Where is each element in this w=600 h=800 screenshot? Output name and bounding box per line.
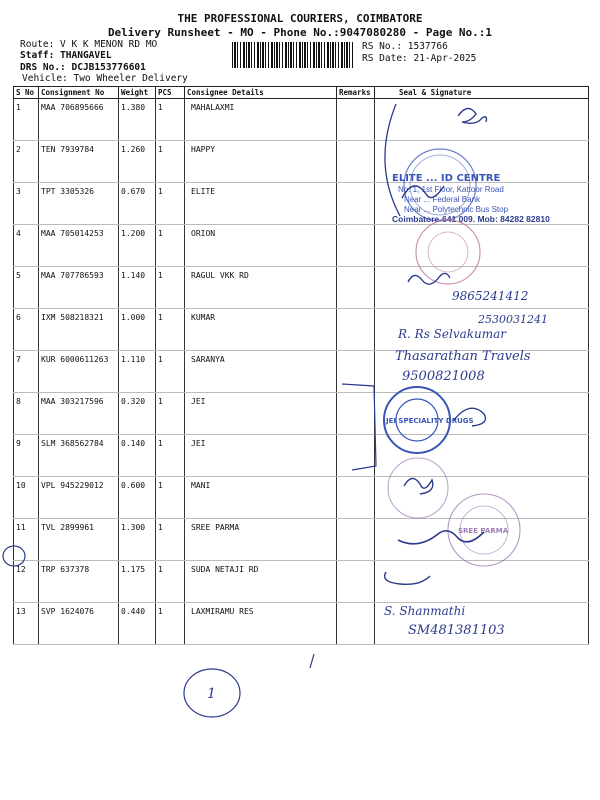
row13-code: SM481381103 bbox=[408, 623, 505, 638]
row-consignment-no: TEN 7939784 bbox=[39, 141, 119, 183]
footer-circle-mark bbox=[184, 669, 240, 717]
table-row bbox=[14, 267, 589, 309]
row-seal-signature bbox=[375, 141, 589, 183]
table-row bbox=[14, 351, 589, 393]
row-pcs: 1 bbox=[156, 477, 185, 519]
route-line: Route: V K K MENON RD MO bbox=[20, 39, 158, 50]
row-weight: 0.440 bbox=[119, 603, 156, 645]
row-pcs: 1 bbox=[156, 435, 185, 477]
company-title: THE PROFESSIONAL COURIERS, COIMBATORE bbox=[177, 12, 423, 25]
row6-phone: 9865241412 bbox=[452, 289, 529, 303]
staff-line bbox=[20, 50, 112, 62]
row-seal-signature bbox=[375, 393, 589, 435]
col-pcs: PCS bbox=[156, 87, 185, 99]
jei-stamp-text: JEI SPECIALITY DRUGS bbox=[386, 417, 474, 425]
row6-number: 2530031241 bbox=[478, 313, 548, 326]
row-pcs: 1 bbox=[156, 351, 185, 393]
row-remarks bbox=[337, 561, 375, 603]
row-remarks bbox=[337, 183, 375, 225]
row7-name: R. Rs Selvakumar bbox=[398, 327, 507, 341]
row-weight: 1.000 bbox=[119, 309, 156, 351]
col-weight: Weight bbox=[119, 87, 156, 99]
elite-stamp-line1: No. 1, 1st Floor, Kattoor Road bbox=[398, 185, 504, 194]
row-remarks bbox=[337, 435, 375, 477]
col-sno: S No bbox=[14, 87, 39, 99]
sree-parma-stamp-text: SREE PARMA bbox=[458, 527, 509, 535]
row-consignee: LAXMIRAMU RES bbox=[185, 603, 337, 645]
row-weight: 0.600 bbox=[119, 477, 156, 519]
barcode bbox=[232, 42, 354, 68]
table-row bbox=[14, 435, 589, 477]
row-weight: 0.320 bbox=[119, 393, 156, 435]
table-row bbox=[14, 225, 589, 267]
rs-date: RS Date: 21-Apr-2025 bbox=[362, 53, 477, 64]
row-remarks bbox=[337, 267, 375, 309]
drs-number: DCJB153776601 bbox=[71, 62, 146, 73]
table-header-row bbox=[14, 87, 589, 99]
row-consignee: SREE PARMA bbox=[185, 519, 337, 561]
table-row bbox=[14, 183, 589, 225]
table-row bbox=[14, 477, 589, 519]
row-remarks bbox=[337, 519, 375, 561]
row-consignment-no: MAA 303217596 bbox=[39, 393, 119, 435]
row-consignment-no: IXM 508218321 bbox=[39, 309, 119, 351]
row-sno: 6 bbox=[14, 309, 39, 351]
row-weight: 1.300 bbox=[119, 519, 156, 561]
footer-mark-number: 1 bbox=[207, 686, 216, 702]
runsheet-table bbox=[13, 86, 589, 645]
row-seal-signature bbox=[375, 561, 589, 603]
row-sno: 5 bbox=[14, 267, 39, 309]
row-sno: 11 bbox=[14, 519, 39, 561]
elite-stamp-line3: Near ... Polytechnic Bus Stop bbox=[404, 205, 509, 214]
col-remarks: Remarks bbox=[337, 87, 375, 99]
row-consignment-no: KUR 6000611263 bbox=[39, 351, 119, 393]
runsheet-subtitle: Delivery Runsheet - MO - Phone No.:9047080280 - Page No.:1 bbox=[107, 26, 493, 39]
table-body bbox=[14, 99, 589, 645]
row-weight: 1.110 bbox=[119, 351, 156, 393]
row13-name: S. Shanmathi bbox=[384, 604, 466, 618]
vehicle-line: Vehicle: Two Wheeler Delivery bbox=[22, 73, 188, 84]
drs-label: DRS No.: bbox=[20, 62, 66, 73]
row-pcs: 1 bbox=[156, 99, 185, 141]
table-row bbox=[14, 99, 589, 141]
row-sno: 4 bbox=[14, 225, 39, 267]
row-seal-signature bbox=[375, 225, 589, 267]
row-consignment-no: TRP 637378 bbox=[39, 561, 119, 603]
row-sno: 7 bbox=[14, 351, 39, 393]
row-consignee: RAGUL VKK RD bbox=[185, 267, 337, 309]
row-pcs: 1 bbox=[156, 183, 185, 225]
row-sno: 13 bbox=[14, 603, 39, 645]
row-consignment-no: TVL 2899961 bbox=[39, 519, 119, 561]
row-remarks bbox=[337, 351, 375, 393]
row-pcs: 1 bbox=[156, 603, 185, 645]
row7-company: Thasarathan Travels bbox=[395, 349, 531, 364]
row-consignment-no: MAA 706895666 bbox=[39, 99, 119, 141]
row-seal-signature bbox=[375, 99, 589, 141]
rs-number: RS No.: 1537766 bbox=[362, 41, 448, 52]
row-sno: 12 bbox=[14, 561, 39, 603]
row-seal-signature bbox=[375, 603, 589, 645]
row-weight: 1.175 bbox=[119, 561, 156, 603]
row-consignment-no: VPL 945229012 bbox=[39, 477, 119, 519]
row-remarks bbox=[337, 603, 375, 645]
row-sno: 2 bbox=[14, 141, 39, 183]
table-row bbox=[14, 309, 589, 351]
row-consignment-no: MAA 707786593 bbox=[39, 267, 119, 309]
row-pcs: 1 bbox=[156, 267, 185, 309]
elite-stamp-title: ELITE ... ID CENTRE bbox=[392, 173, 501, 184]
row-consignee: KUMAR bbox=[185, 309, 337, 351]
row-consignment-no: MAA 705014253 bbox=[39, 225, 119, 267]
row-remarks bbox=[337, 393, 375, 435]
col-consignee: Consignee Details bbox=[185, 87, 337, 99]
row-pcs: 1 bbox=[156, 309, 185, 351]
row-weight: 1.200 bbox=[119, 225, 156, 267]
row-sno: 9 bbox=[14, 435, 39, 477]
row-remarks bbox=[337, 309, 375, 351]
row-consignee: JEI bbox=[185, 393, 337, 435]
row-remarks bbox=[337, 141, 375, 183]
row-weight: 1.380 bbox=[119, 99, 156, 141]
row-pcs: 1 bbox=[156, 519, 185, 561]
row-seal-signature bbox=[375, 351, 589, 393]
row-consignee: MANI bbox=[185, 477, 337, 519]
row-weight: 1.260 bbox=[119, 141, 156, 183]
table-row bbox=[14, 561, 589, 603]
col-consignment: Consignment No bbox=[39, 87, 119, 99]
row-weight: 1.140 bbox=[119, 267, 156, 309]
row-consignee: HAPPY bbox=[185, 141, 337, 183]
row-seal-signature bbox=[375, 267, 589, 309]
row-pcs: 1 bbox=[156, 561, 185, 603]
row-sno: 1 bbox=[14, 99, 39, 141]
staff-name: THANGAVEL bbox=[60, 50, 112, 61]
row-sno: 3 bbox=[14, 183, 39, 225]
row-seal-signature bbox=[375, 309, 589, 351]
row-consignee: ORION bbox=[185, 225, 337, 267]
row-remarks bbox=[337, 225, 375, 267]
row-seal-signature bbox=[375, 183, 589, 225]
row-weight: 0.670 bbox=[119, 183, 156, 225]
staff-label: Staff: bbox=[20, 50, 55, 61]
row7-phone: 9500821008 bbox=[402, 369, 485, 384]
row-consignee: ELITE bbox=[185, 183, 337, 225]
row-consignment-no: SVP 1624076 bbox=[39, 603, 119, 645]
row-consignment-no: SLM 368562784 bbox=[39, 435, 119, 477]
row-consignment-no: TPT 3305326 bbox=[39, 183, 119, 225]
footer-tick bbox=[310, 654, 314, 668]
row-pcs: 1 bbox=[156, 393, 185, 435]
row-pcs: 1 bbox=[156, 141, 185, 183]
table-row bbox=[14, 603, 589, 645]
row-weight: 0.140 bbox=[119, 435, 156, 477]
col-seal-signature: Seal & Signature bbox=[375, 87, 589, 99]
elite-stamp-line4: Coimbatore-641 009. Mob: 84282 82810 bbox=[392, 214, 550, 224]
row-consignee: SUDA NETAJI RD bbox=[185, 561, 337, 603]
row-consignee: MAHALAXMI bbox=[185, 99, 337, 141]
row-remarks bbox=[337, 99, 375, 141]
elite-stamp-line2: Near ... Federal Bank bbox=[404, 195, 481, 204]
row-seal-signature bbox=[375, 519, 589, 561]
row-consignee: SARANYA bbox=[185, 351, 337, 393]
table-row bbox=[14, 519, 589, 561]
row-sno: 10 bbox=[14, 477, 39, 519]
row-consignee: JEI bbox=[185, 435, 337, 477]
table-row bbox=[14, 141, 589, 183]
row-seal-signature bbox=[375, 435, 589, 477]
row-seal-signature bbox=[375, 477, 589, 519]
table-row bbox=[14, 393, 589, 435]
row-remarks bbox=[337, 477, 375, 519]
row-pcs: 1 bbox=[156, 225, 185, 267]
row-sno: 8 bbox=[14, 393, 39, 435]
